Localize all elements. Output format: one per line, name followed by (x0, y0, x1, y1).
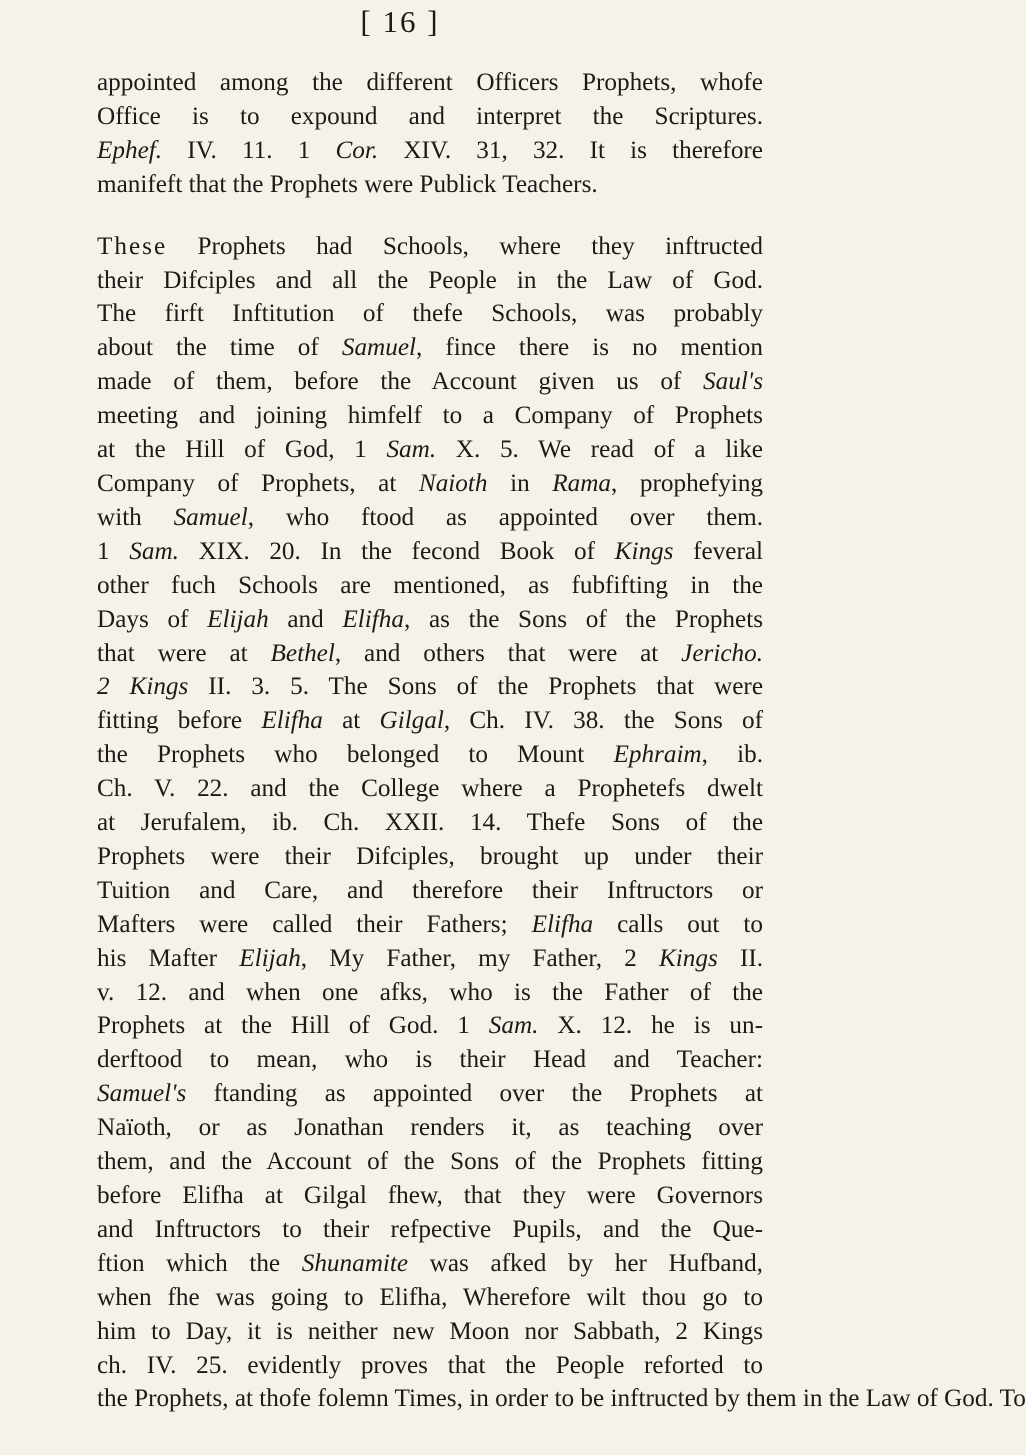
text-line: meeting and joining himfelf to a Company of Prophets (97, 402, 763, 430)
text-line: Tuition and Care, and therefore their Inftructors or (97, 876, 763, 904)
page-number-header: [ 16 ] (360, 4, 440, 39)
text-line: Company of Prophets, at Naioth in Rama, prophefying (97, 469, 764, 497)
text-line: These Prophets had Schools, where they inftructed (97, 232, 763, 260)
text-line: and Inftructors to their refpective Pupils, and the Que- (97, 1215, 763, 1243)
text-line: at the Hill of God, 1 Sam. X. 5. We read of a like (97, 436, 763, 464)
text-line: their Difciples and all the People in the Law of God. (97, 266, 763, 294)
text-line: the Prophets who belonged to Mount Ephraim, ib. (97, 741, 763, 769)
text-line: when fhe was going to Elifha, Wherefore wilt thou go to (97, 1283, 763, 1311)
text-line: them, and the Account of the Sons of the Prophets fitting (97, 1148, 763, 1176)
text-line: derftood to mean, who is their Head and Teacher: (97, 1046, 763, 1074)
text-line: other fuch Schools are mentioned, as fubfifting in the (97, 571, 763, 599)
text-line: ch. IV. 25. evidently proves that the People reforted to (97, 1351, 763, 1379)
text-line: that were at Bethel, and others that were at Jericho. (97, 639, 763, 667)
text-line: Prophets at the Hill of God. 1 Sam. X. 12. he is un- (97, 1012, 763, 1040)
text-line: Samuel's ftanding as appointed over the Prophets at (97, 1080, 763, 1108)
text-line: the Prophets, at thofe folemn Times, in order to be inftructed by them in the Law of God. To (97, 1385, 1026, 1413)
text-line: before Elifha at Gilgal fhew, that they were Governors (97, 1182, 763, 1209)
text-line: Ch. V. 22. and the College where a Prophetefs dwelt (97, 775, 763, 803)
text-line: The firft Inftitution of thefe Schools, was probably (97, 300, 763, 328)
text-line: Days of Elijah and Elifha, as the Sons of the Prophets (97, 605, 763, 633)
text-line: Office is to expound and interpret the Scriptures. (97, 102, 763, 130)
text-line: 1 Sam. XIX. 20. In the fecond Book of Kings feveral (97, 537, 764, 565)
body-text (97, 66, 1026, 1416)
text-line: appointed among the different Officers Prophets, whofe (97, 69, 763, 96)
text-line: his Mafter Elijah, My Father, my Father, 2 Kings II. (97, 944, 764, 972)
text-line: Prophets were their Difciples, brought up under their (97, 842, 763, 870)
text-line: manifeft that the Prophets were Publick Teachers. (97, 170, 598, 198)
text-line: ftion which the Shunamite was afked by her Hufband, (97, 1249, 763, 1277)
text-line: him to Day, it is neither new Moon nor Sabbath, 2 Kings (97, 1317, 763, 1345)
text-line: made of them, before the Account given us of Saul's (97, 368, 763, 396)
text-line: Naïoth, or as Jonathan renders it, as teaching over (97, 1114, 763, 1142)
text-line: v. 12. and when one afks, who is the Father of the (97, 978, 763, 1006)
text-line: at Jerufalem, ib. Ch. XXII. 14. Thefe Sons of the (97, 809, 763, 837)
text-line: about the time of Samuel, fince there is no mention (97, 334, 763, 362)
text-line: with Samuel, who ftood as appointed over them. (97, 503, 764, 531)
text-line: Ephef. IV. 11. 1 Cor. XIV. 31, 32. It is therefore (97, 136, 763, 164)
text-line: Mafters were called their Fathers; Elifha calls out to (97, 910, 763, 938)
text-line: fitting before Elifha at Gilgal, Ch. IV. 38. the Sons of (97, 707, 763, 735)
text-line: 2 Kings II. 3. 5. The Sons of the Prophets that were (97, 673, 764, 701)
